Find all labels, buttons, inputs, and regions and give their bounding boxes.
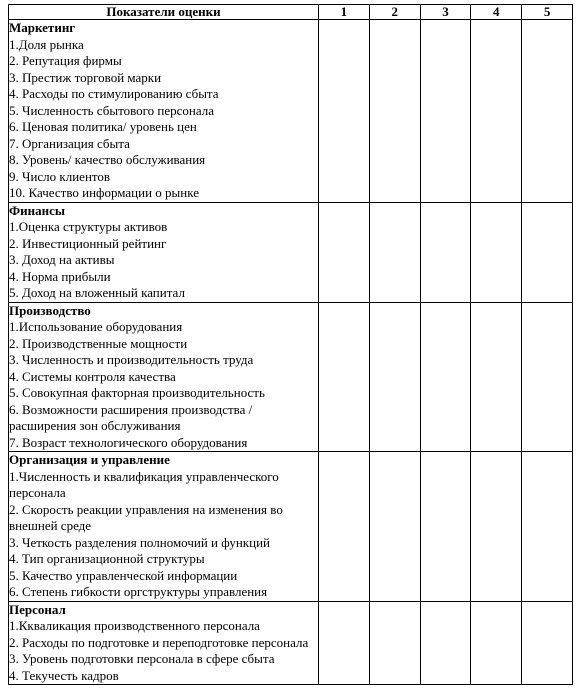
score-cell-1[interactable] bbox=[319, 452, 370, 602]
indicator-item: 2. Репутация фирмы bbox=[9, 53, 122, 68]
section-title: Организация и управление bbox=[9, 452, 170, 467]
indicator-item: 3. Четкость разделения полномочий и функций bbox=[9, 534, 270, 550]
section-row-production bbox=[9, 302, 573, 452]
indicator-item: 1.Доля рынка bbox=[9, 36, 84, 52]
section-indicators bbox=[9, 202, 319, 302]
indicator-item: 4. Расходы по стимулированию сбыта bbox=[9, 86, 219, 101]
section-indicators bbox=[9, 20, 319, 203]
score-cell-3[interactable] bbox=[420, 452, 471, 602]
indicator-item: 4. Тип организационной структуры bbox=[9, 551, 205, 566]
indicator-item: 1.Ккваликация производственного персонала bbox=[9, 618, 260, 633]
header-score-1: 1 bbox=[319, 5, 370, 20]
score-cell-1[interactable] bbox=[319, 202, 370, 302]
indicator-item: 3. Доход на активы bbox=[9, 252, 115, 267]
indicator-item: 5. Доход на вложенный капитал bbox=[9, 285, 185, 300]
score-cell-5[interactable] bbox=[522, 452, 573, 602]
indicator-item: 4. Текучесть кадров bbox=[9, 667, 119, 683]
header-score-4: 4 bbox=[471, 5, 522, 20]
evaluation-table bbox=[8, 4, 573, 685]
score-cell-4[interactable] bbox=[471, 452, 522, 602]
score-cell-3[interactable] bbox=[420, 202, 471, 302]
indicator-item: 3. Престиж торговой марки bbox=[9, 69, 162, 85]
score-cell-5[interactable] bbox=[522, 601, 573, 685]
indicator-item: 5. Совокупная факторная производительность bbox=[9, 385, 265, 400]
section-title: Маркетинг bbox=[9, 20, 76, 35]
section-row-organization bbox=[9, 452, 573, 602]
score-cell-3[interactable] bbox=[420, 20, 471, 203]
score-cell-2[interactable] bbox=[369, 302, 420, 452]
indicator-item: 3. Численность и производительность труда bbox=[9, 352, 254, 367]
indicator-item: 2. Производственные мощности bbox=[9, 335, 188, 351]
indicator-item: 7. Организация сбыта bbox=[9, 135, 130, 151]
score-cell-2[interactable] bbox=[369, 452, 420, 602]
indicator-item: 2. Расходы по подготовке и переподготовке персонала bbox=[9, 634, 309, 650]
score-cell-5[interactable] bbox=[522, 202, 573, 302]
indicator-item: 5. Численность сбытового персонала bbox=[9, 102, 214, 118]
indicator-item: 2. Скорость реакции управления на изменения во внешней среде bbox=[9, 501, 283, 533]
header-indicator: Показатели оценки bbox=[9, 5, 319, 20]
header-score-5: 5 bbox=[522, 5, 573, 20]
score-cell-3[interactable] bbox=[420, 601, 471, 685]
header-score-3: 3 bbox=[420, 5, 471, 20]
section-row-marketing bbox=[9, 20, 573, 203]
score-cell-5[interactable] bbox=[522, 302, 573, 452]
section-title: Персонал bbox=[9, 601, 66, 617]
indicator-item: 4. Норма прибыли bbox=[9, 268, 111, 284]
score-cell-2[interactable] bbox=[369, 20, 420, 203]
score-cell-1[interactable] bbox=[319, 601, 370, 685]
score-cell-1[interactable] bbox=[319, 302, 370, 452]
section-row-personnel bbox=[9, 601, 573, 685]
indicator-item: 3. Уровень подготовки персонала в сфере сбыта bbox=[9, 651, 275, 666]
indicator-item: 1.Численность и квалификация управленческого персонала bbox=[9, 468, 279, 500]
score-cell-4[interactable] bbox=[471, 202, 522, 302]
indicator-item: 10. Качество информации о рынке bbox=[9, 185, 200, 200]
indicator-item: 6. Ценовая политика/ уровень цен bbox=[9, 119, 197, 134]
indicator-item: 6. Степень гибкости оргструктуры управления bbox=[9, 584, 268, 599]
score-cell-3[interactable] bbox=[420, 302, 471, 452]
indicator-item: 2. Инвестиционный рейтинг bbox=[9, 235, 167, 251]
score-cell-1[interactable] bbox=[319, 20, 370, 203]
indicator-item: 1.Оценка структуры активов bbox=[9, 219, 168, 234]
section-indicators bbox=[9, 302, 319, 452]
section-title: Производство bbox=[9, 302, 91, 318]
indicator-item: 1.Использование оборудования bbox=[9, 319, 183, 334]
indicator-item: 4. Системы контроля качества bbox=[9, 368, 176, 384]
indicator-item: 6. Возможности расширения производства / расширения зон обслуживания bbox=[9, 401, 253, 433]
section-indicators bbox=[9, 452, 319, 602]
score-cell-5[interactable] bbox=[522, 20, 573, 203]
header-row bbox=[9, 5, 573, 20]
indicator-item: 8. Уровень/ качество обслуживания bbox=[9, 152, 206, 167]
indicator-item: 7. Возраст технологического оборудования bbox=[9, 434, 248, 450]
indicator-item: 5. Качество управленческой информации bbox=[9, 567, 238, 583]
indicator-item: 9. Число клиентов bbox=[9, 168, 111, 184]
score-cell-4[interactable] bbox=[471, 601, 522, 685]
score-cell-2[interactable] bbox=[369, 601, 420, 685]
section-indicators bbox=[9, 601, 319, 685]
score-cell-4[interactable] bbox=[471, 20, 522, 203]
header-score-2: 2 bbox=[369, 5, 420, 20]
score-cell-2[interactable] bbox=[369, 202, 420, 302]
section-title: Финансы bbox=[9, 202, 66, 218]
score-cell-4[interactable] bbox=[471, 302, 522, 452]
table-body bbox=[9, 20, 573, 685]
section-row-finance bbox=[9, 202, 573, 302]
